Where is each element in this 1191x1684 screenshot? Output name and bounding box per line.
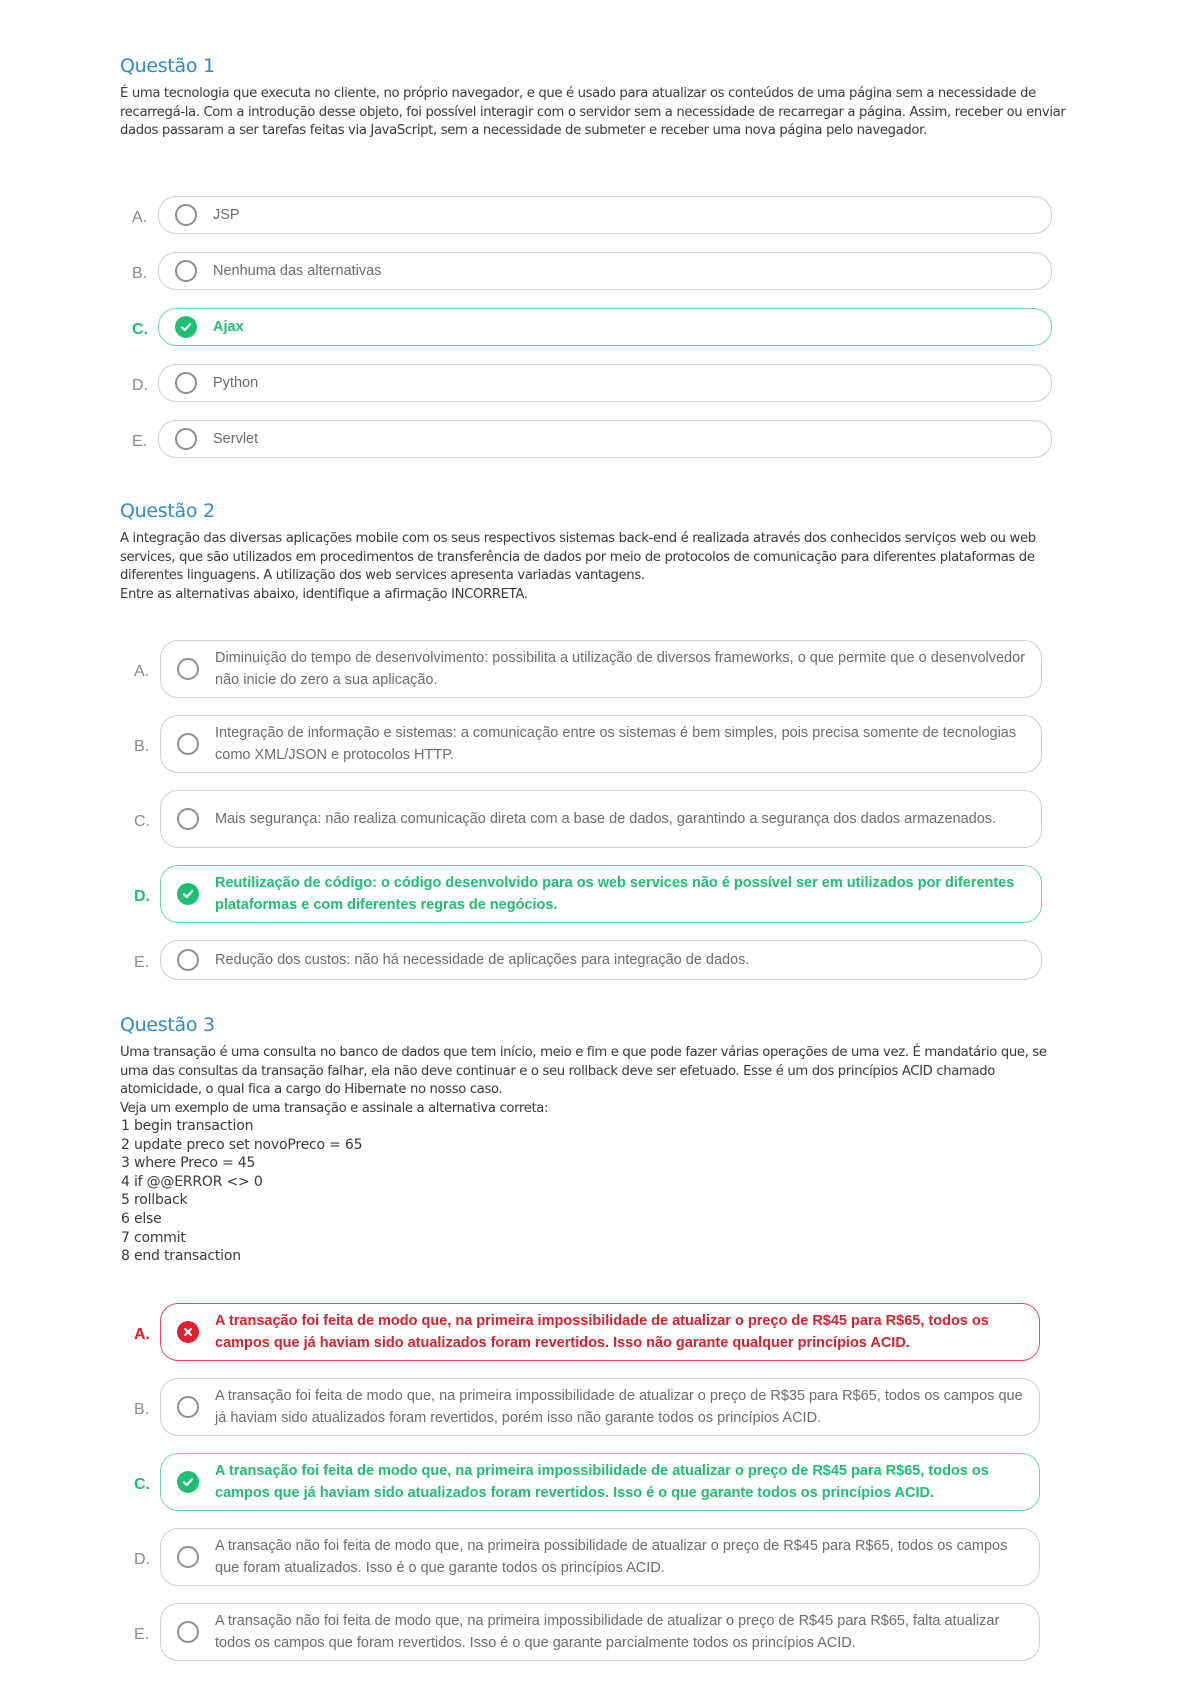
option-text: Python [213,375,259,391]
code-line: 4 if @@ERROR <> 0 [121,1173,263,1190]
code-line: 7 commit [121,1229,186,1246]
option-text: Nenhuma das alternativas [213,263,382,279]
option-letter: B. [132,265,148,282]
question-3-instruction: Veja um exemplo de uma transação e assinale a alternativa correta: [120,1100,549,1116]
option-text: A transação não foi feita de modo que, na primeira impossibilidade de atualizar o preço de R$45 para R$65, falta atualizar todos os campos que foram revertidos. Isso é o que garante parcialmente todos os princípios ACID. [215,1613,1000,1651]
x-circle-icon[interactable] [177,1321,199,1343]
option-letter: A. [134,1326,150,1343]
q2-option-b[interactable] [122,715,1042,773]
option-letter: C. [132,321,148,338]
q1-option-a[interactable] [120,196,1052,234]
q3-option-e[interactable] [122,1603,1040,1661]
option-letter: C. [134,1476,150,1493]
option-text: JSP [213,207,240,223]
radio-unchecked-icon[interactable] [177,1621,199,1643]
option-letter: E. [132,433,148,450]
q1-option-d[interactable] [120,364,1052,402]
radio-unchecked-icon[interactable] [175,428,197,450]
question-1-text: É uma tecnologia que executa no cliente, no próprio navegador, e que é usado para atualizar os conteúdos de uma página sem a necessidade de recarregá-la. Com a introdução desse objeto, foi possível interagir com o servidor sem a necessidade de recarregar a página. Assim, receber ou enviar dados passaram a ser tarefas feitas via JavaScript, sem a necessidade de submeter e receber uma nova página pelo navegador. [120,86,1066,138]
code-line: 2 update preco set novoPreco = 65 [121,1136,363,1153]
option-letter: D. [134,1551,150,1568]
option-text: Diminuição do tempo de desenvolvimento: possibilita a utilização de diversos frameworks, o que permite que o desenvolvedor não inicie do zero a sua aplicação. [215,650,1026,688]
check-circle-icon[interactable] [177,883,199,905]
option-text: A transação foi feita de modo que, na primeira impossibilidade de atualizar o preço de R$35 para R$65, todos os campos que já haviam sido atualizados foram revertidos, porém isso não garante todos os princípios ACID. [215,1388,1023,1426]
radio-unchecked-icon[interactable] [177,1546,199,1568]
option-text: A transação foi feita de modo que, na primeira impossibilidade de atualizar o preço de R$45 para R$65, todos os campos que já haviam sido atualizados foram revertidos. Isso é o que garante todos os princípios ACID. [215,1463,989,1501]
option-letter: D. [132,377,148,394]
option-text: A transação não foi feita de modo que, na primeira possibilidade de atualizar o preço de R$45 para R$65, todos os campos que foram atualizados. Isso é o que garante todos os princípios ACID. [215,1538,1008,1576]
radio-unchecked-icon[interactable] [177,658,199,680]
option-letter: B. [134,1401,150,1418]
q3-option-a[interactable] [122,1303,1040,1361]
code-line: 5 rollback [121,1192,188,1209]
check-circle-icon[interactable] [175,316,197,338]
q3-option-b[interactable] [122,1378,1040,1436]
check-circle-icon[interactable] [177,1471,199,1493]
option-letter: D. [134,888,150,905]
question-2-text [120,530,1075,604]
question-3-title: Questão 3 [120,1014,215,1036]
option-letter: E. [134,954,150,971]
radio-unchecked-icon[interactable] [177,1396,199,1418]
radio-unchecked-icon[interactable] [175,372,197,394]
question-2-instruction: Entre as alternativas abaixo, identifique a afirmação INCORRETA. [120,586,528,602]
question-3-paragraph: Uma transação é uma consulta no banco de dados que tem início, meio e fim e que pode fazer várias operações de uma vez. É mandatário que, se uma das consultas da transação falhar, ela não deve continuar e o seu rollback deve ser efetuado. Esse é um dos princípios ACID chamado atomicidade, o qual fica a cargo do Hibernate no nosso caso. [120,1045,1047,1097]
code-line: 1 begin transaction [121,1118,254,1134]
code-line: 3 where Preco = 45 [121,1155,256,1172]
code-line: 6 else [121,1210,162,1227]
option-text: Mais segurança: não realiza comunicação direta com a base de dados, garantindo a segurança dos dados armazenados. [215,811,997,827]
option-text: Servlet [213,431,259,447]
option-letter: A. [132,209,148,226]
radio-unchecked-icon[interactable] [175,204,197,226]
q2-option-c[interactable] [122,790,1042,848]
option-text: Reutilização de código: o código desenvolvido para os web services não é possível ser em utilizados por diferentes plataformas e com diferentes regras de negócios. [215,875,1015,913]
q1-option-e[interactable] [120,420,1052,458]
q3-option-d[interactable] [122,1528,1040,1586]
q2-option-d[interactable] [122,865,1042,923]
radio-unchecked-icon[interactable] [177,733,199,755]
option-letter: A. [134,663,150,680]
q2-option-a[interactable] [122,640,1042,698]
question-2-paragraph: A integração das diversas aplicações mobile com os seus respectivos sistemas back-end é realizada através dos conhecidos serviços web ou web services, que são utilizados em procedimentos de transferência de dados por meio de protocolos de comunicação para diferentes plataformas de diferentes linguagens. A utilização dos web services apresenta variadas vantagens. [120,531,1036,583]
radio-unchecked-icon[interactable] [177,808,199,830]
radio-unchecked-icon[interactable] [177,949,199,971]
q1-option-b[interactable] [120,252,1052,290]
question-2-title: Questão 2 [120,500,215,522]
q3-option-c[interactable] [122,1453,1040,1511]
option-text: A transação foi feita de modo que, na primeira impossibilidade de atualizar o preço de R$45 para R$65, todos os campos que já haviam sido atualizados foram revertidos. Isso não garante qualquer princípios ACID. [215,1313,989,1351]
option-text: Integração de informação e sistemas: a comunicação entre os sistemas é bem simples, pois precisa somente de tecnologias como XML/JSON e protocolos HTTP. [215,725,1017,763]
radio-unchecked-icon[interactable] [175,260,197,282]
option-text: Redução dos custos: não há necessidade de aplicações para integração de dados. [215,952,750,968]
option-letter: E. [134,1626,150,1643]
question-1-title: Questão 1 [120,55,215,77]
question-3-text [120,1044,1075,1118]
option-letter: C. [134,813,150,830]
q1-option-c[interactable] [120,308,1052,346]
transaction-code-block [121,1117,362,1266]
option-text: Ajax [213,319,244,335]
q2-option-e[interactable] [122,940,1042,980]
code-line: 8 end transaction [121,1248,241,1265]
option-letter: B. [134,738,150,755]
